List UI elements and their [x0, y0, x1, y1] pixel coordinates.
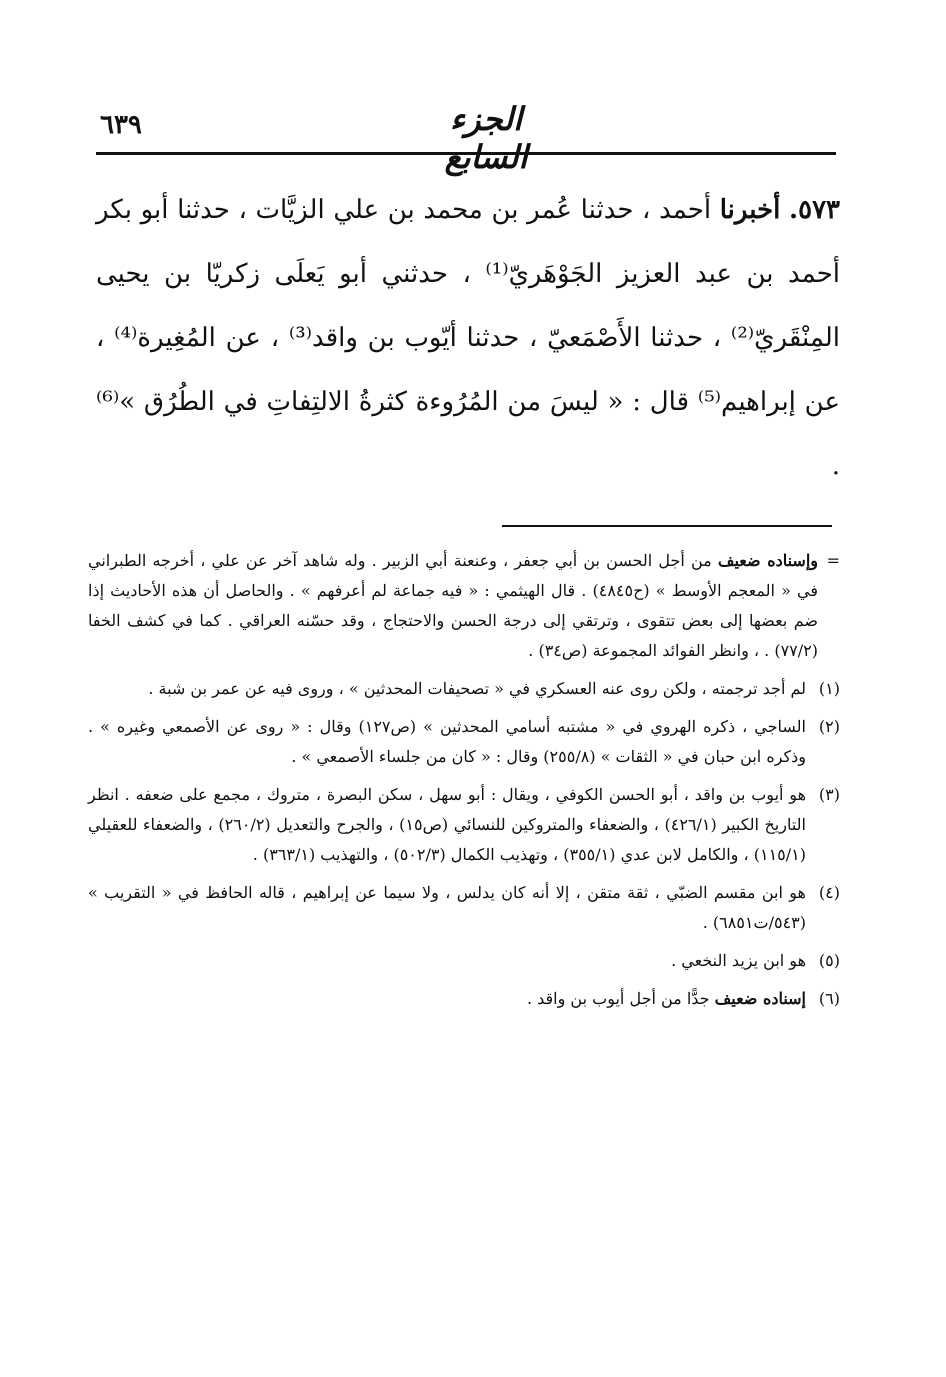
hadith-lead: أخبرنا — [719, 195, 781, 225]
footnote-1 — [88, 674, 840, 704]
footnote-marker: = — [826, 551, 840, 570]
footnote-marker: (٤) — [818, 883, 840, 902]
footnote-marker: (١) — [818, 679, 840, 698]
footnote-bold-lead: وإسناده ضعيف — [717, 551, 819, 570]
footnote-text: لم أجد ترجمته ، ولكن روى عنه العسكري في « تصحيفات المحدثين » ، وروى فيه عن عمر بن شبة . — [148, 679, 806, 698]
footnote-body — [88, 546, 818, 666]
footnote-4 — [88, 878, 840, 938]
footnote-text: هو أيوب بن واقد ، أبو الحسن الكوفي ، ويقال : أبو سهل ، سكن البصرة ، متروك ، مجمع على ضعفه . انظر التاريخ الكبير (٤٢٦/١) ، والضعفاء والمتروكين للنسائي (ص١٥) ، والجرح والتعديل (٢٦٠/٢) ، والضعفاء للعقيلي (١١٥/١) ، والكامل لابن عدي (٣٥٥/١) ، وتهذيب الكمال (٥٠٢/٣) ، والتهذيب (٣٦٣/١) . — [88, 785, 807, 864]
footnote-marker: (٢) — [818, 717, 840, 736]
footnote-continuation — [88, 546, 840, 666]
page-header — [96, 100, 836, 176]
header-rule — [96, 152, 836, 155]
footnote-text: هو ابن يزيد النخعي . — [671, 951, 806, 970]
footnote-separator — [502, 525, 832, 527]
footnote-text: من أجل الحسن بن أبي جعفر ، وعنعنة أبي الزبير . وله شاهد آخر عن علي ، أخرجه الطبراني في « المعجم الأوسط » (ح٤٨٤٥) . قال الهيثمي : « فيه جماعة لم أعرفهم » . والحاصل أن هذه الأحاديث إذا ضم بعضها إلى بعض تتقوى ، وترتقي إلى درجة الحسن والاحتجاج ، وقد حسّنه العراقي . كما في كشف الخفا (٧٧/٢) . ، وانظر الفوائد المجموعة (ص٣٤) . — [88, 551, 819, 660]
footnotes — [88, 546, 840, 1022]
footnote-marker: (٦) — [818, 989, 840, 1008]
page-number: ٦٣٩ — [100, 110, 142, 140]
footnote-text: هو ابن مقسم الضبّي ، ثقة متقن ، إلا أنه كان يدلس ، ولا سيما عن إبراهيم ، قاله الحافظ في « التقريب » (٥٤٣/ت٦٨٥١) . — [88, 883, 806, 932]
footnote-bold-lead: إسناده ضعيف — [714, 989, 806, 1008]
footnote-marker: (٣) — [818, 785, 840, 804]
hadith-number: ٥٧٣. — [789, 195, 841, 225]
footnote-5 — [88, 946, 840, 976]
footnote-marker: (٥) — [818, 951, 840, 970]
hadith-text — [96, 178, 840, 498]
running-title: الجزء السابع — [444, 100, 528, 176]
footnote-6 — [88, 984, 840, 1014]
footnote-3 — [88, 780, 840, 870]
footnote-2 — [88, 712, 840, 772]
footnote-text: الساجي ، ذكره الهروي في « مشتبه أسامي المحدثين » (ص١٢٧) وقال : « روى عن الأصمعي وغيره » . وذكره ابن حبان في « الثقات » (٢٥٥/٨) وقال : « كان من جلساء الأصمعي » . — [88, 717, 807, 766]
footnote-text: جدًّا من أجل أيوب بن واقد . — [526, 989, 710, 1008]
hadith-body: أحمد ، حدثنا عُمر بن محمد بن علي الزيَّات ، حدثنا أبو بكر أحمد بن عبد العزيز الجَوْهَريّ⁽¹⁾ ، حدثني أبو يَعلَى زكريّا بن يحيى المِنْقَريّ⁽²⁾ ، حدثنا الأَصْمَعيّ ، حدثنا أيّوب بن واقد⁽³⁾ ، عن المُغِيرة⁽⁴⁾ ، عن إبراهيم⁽⁵⁾ قال : « ليسَ من المُرُوءة كثرةُ الالتِفاتِ في الطُرُق »⁽⁶⁾ . — [96, 195, 841, 481]
